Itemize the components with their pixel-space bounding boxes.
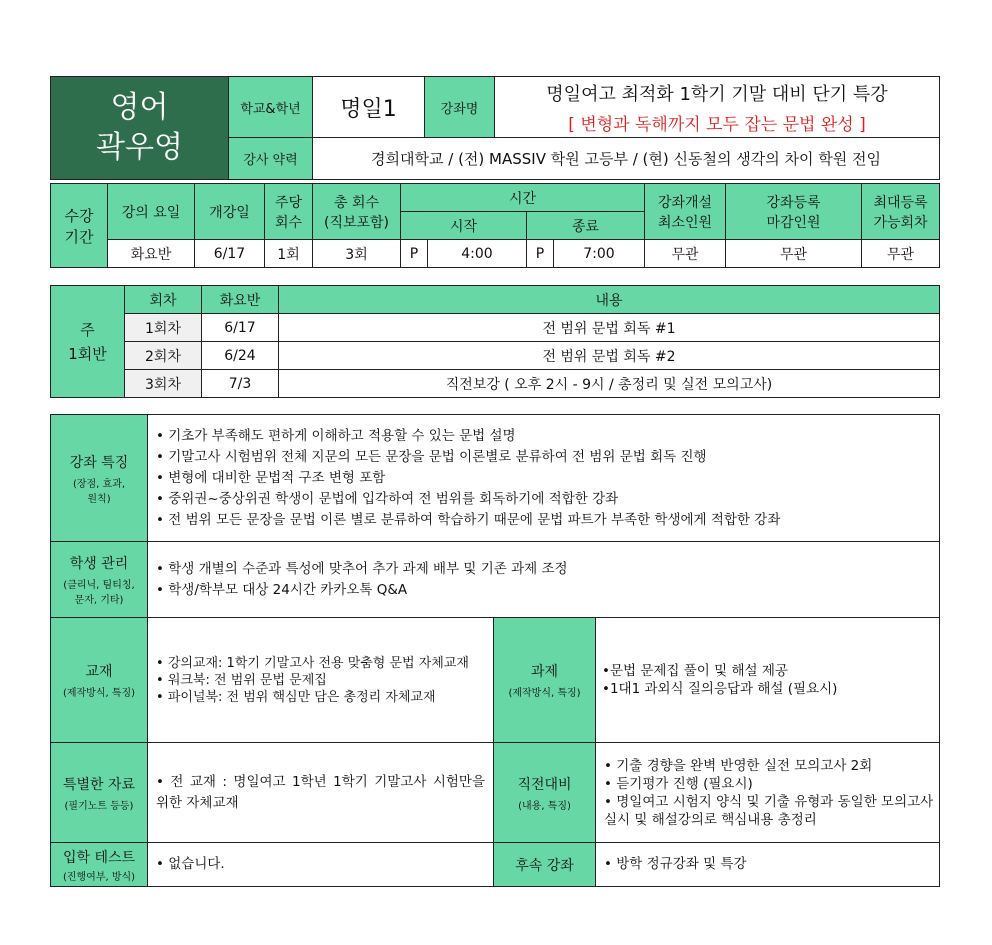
- management-label-cell: [51, 542, 148, 618]
- header-table: [50, 76, 940, 180]
- entrance-label: 입학 테스트: [62, 849, 136, 866]
- date-cell: 7/3: [202, 370, 279, 398]
- course-label: 강좌명: [425, 77, 495, 138]
- value-deadline: 무관: [726, 240, 862, 268]
- header-max-session: 최대등록 가능회차: [862, 184, 940, 240]
- followup-label: 후속 강좌: [515, 857, 574, 874]
- table-row: [51, 370, 940, 398]
- header-day: 강의 요일: [108, 184, 195, 240]
- value-start-ampm: P: [401, 240, 428, 268]
- list-item: • 강의교재: 1학기 기말고사 전용 맞춤형 문법 자체교재: [156, 655, 493, 672]
- followup-label-cell: [494, 843, 596, 887]
- value-max-session: 무관: [862, 240, 940, 268]
- special-content: [148, 743, 494, 843]
- final-prep-label: 직전대비: [517, 776, 572, 793]
- value-total: 3회: [313, 240, 401, 268]
- materials-label-cell: [51, 618, 148, 743]
- table-row: [51, 314, 940, 342]
- list-item: • 방학 정규강좌 및 특강: [604, 854, 939, 875]
- header-total: 총 회수 (직보포함): [313, 184, 401, 240]
- school-label: 학교&학년: [229, 77, 313, 138]
- header-time: 시간: [401, 184, 645, 212]
- final-prep-list: [596, 757, 939, 829]
- list-item: • 전 범위 모든 문장을 문법 이론 별로 분류하여 학습하기 때문에 문법 파트가 부족한 학생에게 적합한 강좌: [156, 510, 939, 531]
- materials-sublabel: (제작방식, 특징): [62, 688, 136, 699]
- entrance-sublabel: (진행여부, 방식): [62, 871, 136, 883]
- header-weekly: 주당 회수: [265, 184, 313, 240]
- list-item: • 명일여고 시험지 양식 및 기출 유형과 동일한 모의고사 실시 및 해설강의로 핵심내용 총정리: [604, 793, 939, 829]
- list-item: • 중위권~중상위권 학생이 문법에 입각하여 전 범위를 회독하기에 적합한 강좌: [156, 489, 939, 510]
- materials-list: [148, 655, 493, 706]
- value-start-date: 6/17: [195, 240, 265, 268]
- homework-label: 과제: [530, 664, 559, 680]
- header-min: 강좌개설 최소인원: [645, 184, 726, 240]
- table-row: [51, 342, 940, 370]
- value-end-ampm: P: [527, 240, 554, 268]
- schedule-header-session: 회차: [125, 286, 202, 314]
- session-cell: 1회차: [125, 314, 202, 342]
- course-title-cell: [495, 77, 940, 138]
- header-start-date: 개강일: [195, 184, 265, 240]
- bio-label: 강사 약력: [229, 138, 313, 180]
- session-cell: 2회차: [125, 342, 202, 370]
- special-label-cell: [51, 743, 148, 843]
- final-prep-content: [596, 743, 940, 843]
- course-title: 명일여고 최적화 1학기 기말 대비 단기 특강: [546, 83, 888, 105]
- final-prep-sublabel: (내용, 특징): [518, 800, 571, 812]
- entrance-list: [148, 854, 493, 875]
- followup-content: [596, 843, 940, 887]
- management-label: 학생 관리: [69, 556, 129, 572]
- list-item: • 기초가 부족해도 편하게 이해하고 적용할 수 있는 문법 설명: [156, 426, 939, 447]
- subject-teacher-cell: [51, 77, 229, 180]
- value-weekly: 1회: [265, 240, 313, 268]
- period-table: [50, 183, 940, 268]
- materials-content: [148, 618, 494, 743]
- schedule-header-content: 내용: [279, 286, 940, 314]
- list-item: • 학생/학부모 대상 24시간 카카오톡 Q&A: [156, 580, 939, 601]
- value-day: 화요반: [108, 240, 195, 268]
- list-item: • 기말고사 시험범위 전체 지문의 모든 문장을 문법 이론별로 분류하여 전 범위 문법 회독 진행: [156, 447, 939, 468]
- session-cell: 3회차: [125, 370, 202, 398]
- period-label: 수강 기간: [51, 184, 108, 268]
- value-end-time: 7:00: [554, 240, 645, 268]
- list-item: • 전 교재 : 명일여고 1학년 1학기 기말고사 시험만을 위한 자체교재: [156, 772, 493, 814]
- list-item: • 기출 경향을 완벽 반영한 실전 모의고사 2회: [604, 757, 939, 775]
- value-min: 무관: [645, 240, 726, 268]
- homework-label-cell: [494, 618, 596, 743]
- management-list: [148, 559, 939, 601]
- teacher-name: 곽우영: [96, 130, 183, 165]
- header-deadline: 강좌등록 마감인원: [726, 184, 862, 240]
- schedule-table: [50, 285, 940, 398]
- management-sublabel: (클리닉, 팀티칭, 문자, 기타): [63, 580, 135, 606]
- list-item: • 학생 개별의 수준과 특성에 맞추어 추가 과제 배부 및 기존 과제 조정: [156, 559, 939, 580]
- list-item: • 없습니다.: [156, 854, 493, 875]
- header-end: 종료: [527, 212, 645, 240]
- course-subtitle: [ 변형과 독해까지 모두 잡는 문법 완성 ]: [568, 114, 866, 135]
- school-value: 명일1: [313, 77, 425, 138]
- date-cell: 6/24: [202, 342, 279, 370]
- subject-label: 영어: [110, 90, 169, 125]
- content-cell: 전 범위 문법 회독 #1: [279, 314, 940, 342]
- special-sublabel: (필기노트 등등): [64, 800, 134, 812]
- management-content: [148, 542, 940, 618]
- value-start-time: 4:00: [428, 240, 527, 268]
- followup-list: [596, 854, 939, 875]
- schedule-header-day: 화요반: [202, 286, 279, 314]
- content-cell: 전 범위 문법 회독 #2: [279, 342, 940, 370]
- homework-sublabel: (제작방식, 특징): [508, 688, 581, 699]
- materials-label: 교재: [85, 664, 113, 680]
- features-label-cell: [51, 415, 148, 542]
- special-label: 특별한 자료: [62, 776, 136, 793]
- list-item: • 변형에 대비한 문법적 구조 변형 포함: [156, 468, 939, 489]
- homework-content: [596, 618, 940, 743]
- list-item: • 파이널북: 전 범위 핵심만 담은 총정리 자체교재: [156, 689, 493, 706]
- features-label: 강좌 특징: [69, 454, 129, 471]
- homework-item: •1대1 과외식 질의응답과 해설 (필요시): [602, 681, 838, 697]
- homework-item: •문법 문제집 풀이 및 해설 제공: [602, 663, 788, 679]
- entrance-content: [148, 843, 494, 887]
- header-start: 시작: [401, 212, 527, 240]
- entrance-label-cell: [51, 843, 148, 887]
- content-cell: 직전보강 ( 오후 2시 - 9시 / 총정리 및 실전 모의고사): [279, 370, 940, 398]
- bio-value: 경희대학교 / (전) MASSIV 학원 고등부 / (현) 신동철의 생각의 차이 학원 전임: [313, 138, 940, 180]
- special-list: [148, 772, 493, 814]
- features-content: [148, 415, 940, 542]
- features-sublabel: (장점, 효과, 원칙): [72, 478, 126, 505]
- list-item: • 듣기평가 진행 (필요시): [604, 775, 939, 793]
- features-list: [148, 426, 939, 531]
- date-cell: 6/17: [202, 314, 279, 342]
- schedule-label: 주 1회반: [51, 286, 125, 398]
- list-item: • 워크북: 전 범위 문법 문제집: [156, 672, 493, 689]
- final-prep-label-cell: [494, 743, 596, 843]
- details-table: [50, 414, 940, 887]
